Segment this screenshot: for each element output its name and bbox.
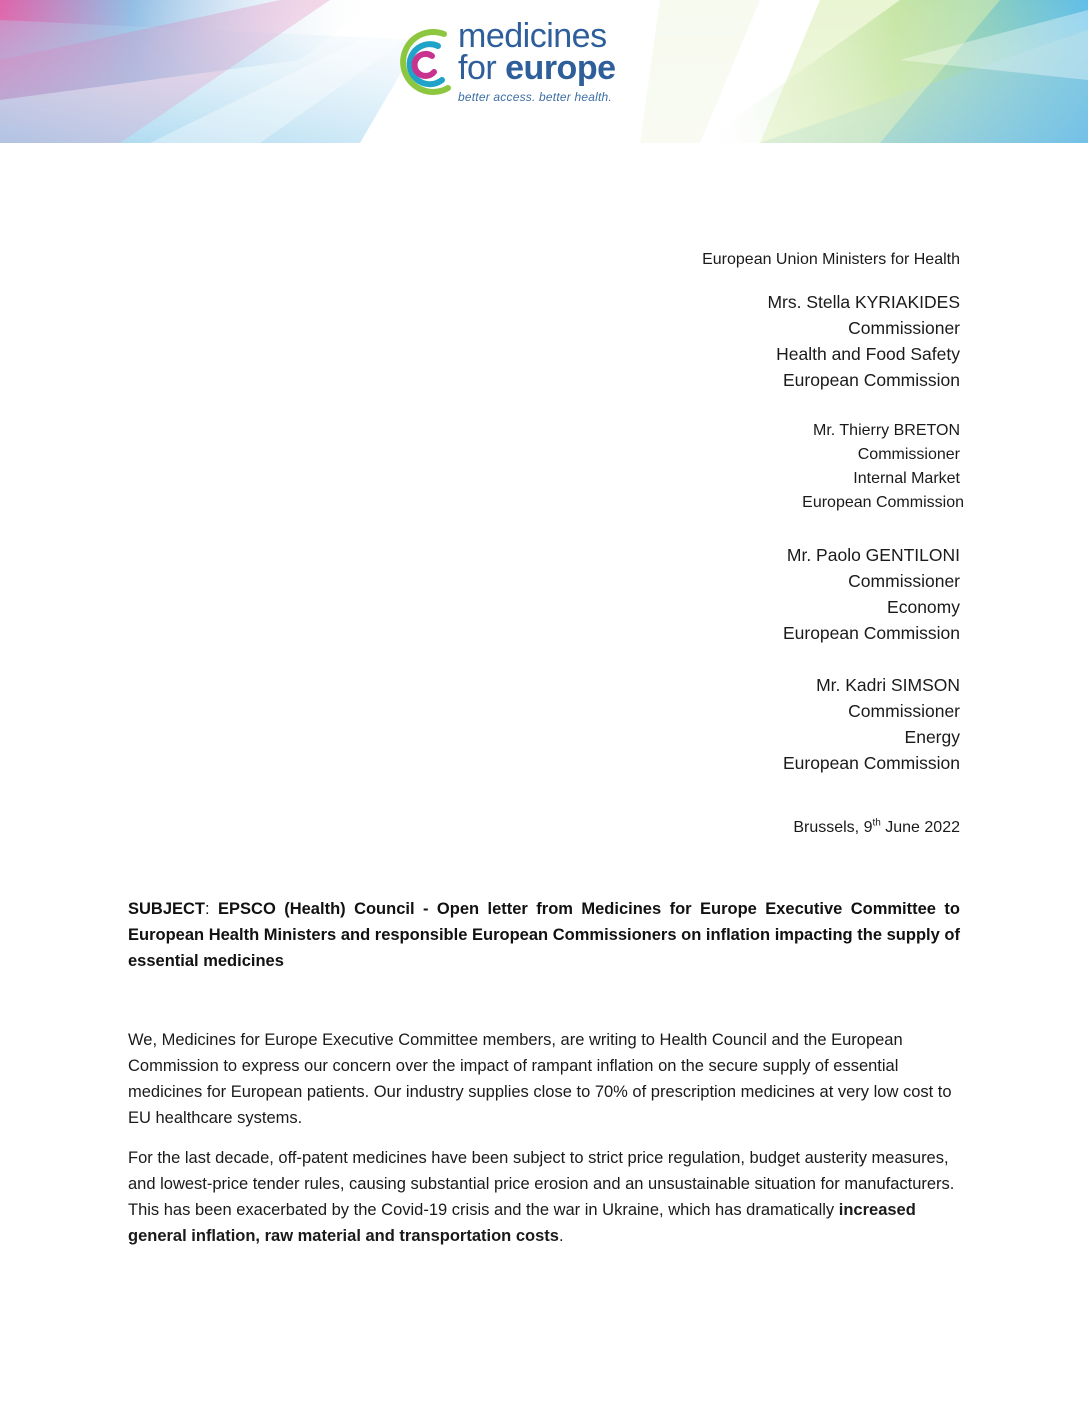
recipient-group-label: European Union Ministers for Health xyxy=(702,251,960,268)
logo-tagline: better access. better health. xyxy=(458,90,612,104)
recipient-portfolio: Internal Market xyxy=(853,470,960,487)
recipient-block-gentiloni xyxy=(783,542,960,646)
recipient-block-simson xyxy=(783,672,960,776)
recipient-title: Commissioner xyxy=(848,571,960,591)
body-paragraph-2 xyxy=(128,1145,960,1249)
header-banner xyxy=(0,0,1088,143)
subject-label: SUBJECT xyxy=(128,900,206,918)
date-ordinal: th xyxy=(872,817,881,829)
logo-wordmark-line2 xyxy=(458,50,616,86)
medicines-for-europe-logo xyxy=(392,18,642,110)
body-paragraph-1: We, Medicines for Europe Executive Committee members, are writing to Health Council and the European Commission to express our concern over the impact of rampant inflation on the secure supply of essential medicines for European patients. Our industry supplies close to 70% of prescription medicines at very low cost to EU healthcare systems. xyxy=(128,1031,952,1127)
recipient-institution: European Commission xyxy=(782,623,960,643)
recipient-institution: European Commission xyxy=(782,370,960,390)
recipient-portfolio: Energy xyxy=(904,727,960,747)
recipient-name: Mr. Thierry BRETON xyxy=(813,422,960,439)
letter-subject xyxy=(128,896,960,974)
subject-separator: : xyxy=(205,900,219,918)
logo-mark-icon xyxy=(392,24,454,104)
recipient-portfolio: Health and Food Safety xyxy=(776,344,960,364)
paragraph-2-end: . xyxy=(558,1227,564,1245)
recipient-block-breton xyxy=(802,419,964,515)
recipient-block-kyriakides xyxy=(767,289,960,393)
logo-word-europe: europe xyxy=(505,49,616,87)
recipient-title: Commissioner xyxy=(857,446,960,463)
paragraph-2-emphasis: increased general inflation, raw material and transportation costs xyxy=(128,1201,916,1245)
recipient-name: Mr. Paolo GENTILONI xyxy=(786,545,960,565)
recipient-institution: European Commission xyxy=(782,753,960,773)
recipient-title: Commissioner xyxy=(848,318,960,338)
logo-word-for: for xyxy=(458,49,497,87)
date-rest: June 2022 xyxy=(880,819,960,836)
logo-wordmark-line1: medicines xyxy=(458,17,607,55)
date-place: Brussels, 9 xyxy=(793,819,873,836)
recipient-institution: European Commission xyxy=(802,494,964,511)
recipient-portfolio: Economy xyxy=(887,597,960,617)
subject-text: EPSCO (Health) Council - Open letter from Medicines for Europe Executive Committee to European Health Ministers and responsible European Commissioners on inflation impacting the supply of essential medicines xyxy=(128,900,960,970)
recipient-title: Commissioner xyxy=(848,701,960,721)
paragraph-2-text: For the last decade, off-patent medicines have been subject to strict price regulation, budget austerity measures, and lowest-price tender rules, causing substantial price erosion and an unsustainable situation for manufacturers. This has been exacerbated by the Covid-19 crisis and the war in Ukraine, which has dramatically xyxy=(128,1149,955,1219)
recipient-group xyxy=(702,248,960,272)
letter-date xyxy=(793,816,960,840)
recipient-name: Mrs. Stella KYRIAKIDES xyxy=(767,292,960,312)
recipient-name: Mr. Kadri SIMSON xyxy=(816,675,960,695)
